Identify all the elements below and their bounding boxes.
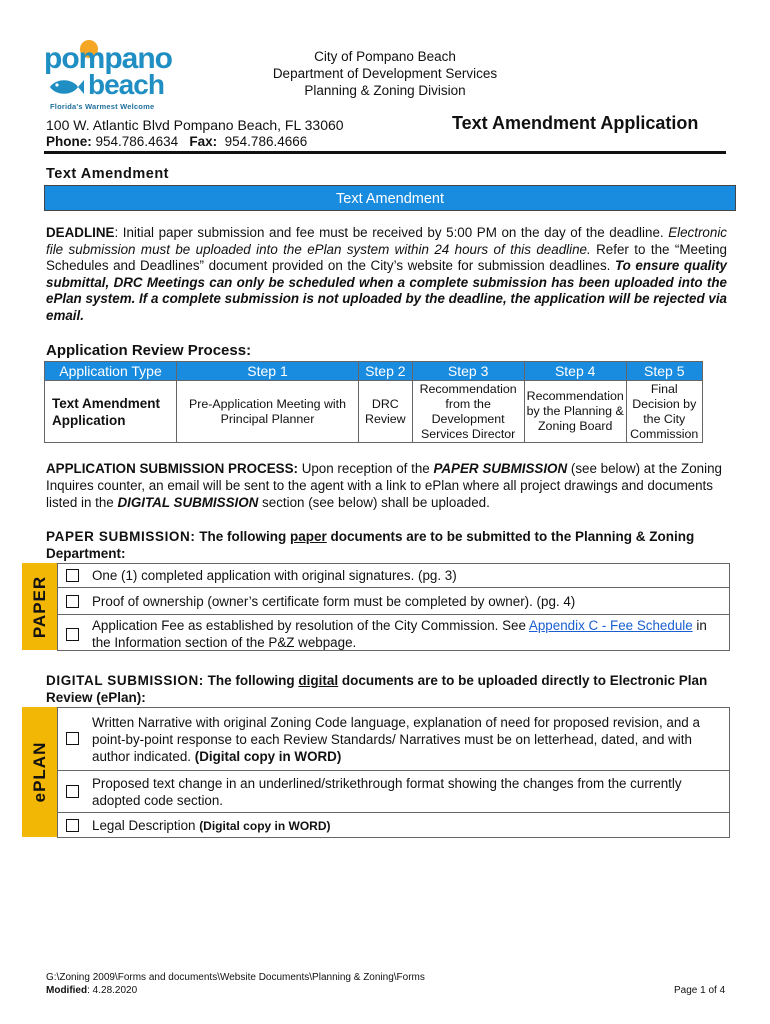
paper-checklist	[57, 563, 730, 651]
section-banner: Text Amendment	[44, 185, 736, 211]
cell-step-2: DRC Review	[359, 381, 413, 443]
cell-step-3: Recommendation from the Development Services Director	[412, 381, 524, 443]
checklist-item-text: Proposed text change in an underlined/strikethrough format showing the changes from the currently adopted code section.	[92, 776, 682, 808]
list-item	[58, 708, 729, 770]
paper-heading-text-2: documents are to be submitted to the Planning & Zoning Department:	[46, 529, 695, 561]
page-number: Page 1 of 4	[674, 985, 726, 996]
cell-step-1: Pre-Application Meeting with Principal Planner	[177, 381, 359, 443]
legal-description-text: Legal Description	[92, 818, 200, 833]
table-row	[45, 381, 703, 443]
header-step-1: Step 1	[177, 362, 359, 381]
eplan-tab	[22, 707, 57, 837]
city-logo	[44, 38, 172, 112]
fax-label: Fax:	[189, 134, 218, 149]
paper-submission-heading	[46, 528, 736, 562]
paper-tab-label: PAPER	[29, 575, 49, 638]
cell-application-type	[45, 381, 177, 443]
checkbox[interactable]	[66, 628, 79, 641]
deadline-paragraph	[46, 225, 727, 324]
deadline-text: : Initial paper submission and fee must be received by 5:00 PM on the day of the deadline.	[114, 225, 669, 240]
list-item	[58, 770, 729, 812]
checkbox[interactable]	[66, 595, 79, 608]
address: 100 W. Atlantic Blvd Pompano Beach, FL 33060	[46, 117, 344, 133]
submission-label: APPLICATION SUBMISSION PROCESS:	[46, 461, 298, 476]
paper-heading-text: The following	[195, 529, 290, 544]
department-name: Department of Development Services	[272, 66, 498, 81]
paper-heading-label: PAPER SUBMISSION:	[46, 529, 196, 544]
narrative-format: (Digital copy in WORD)	[194, 749, 342, 764]
cell-step-5: Final Decision by the City Commission	[626, 381, 702, 443]
footer-file-path: G:\Zoning 2009\Forms and documents\Website Documents\Planning & Zoning\Forms	[46, 972, 425, 983]
paper-tab	[22, 563, 57, 650]
checklist-item-text	[92, 617, 721, 651]
phone-label: Phone:	[46, 134, 92, 149]
table-header-row	[45, 362, 703, 381]
fax-number: 954.786.4666	[224, 134, 308, 149]
division-name: Planning & Zoning Division	[304, 83, 466, 98]
section-label: Text Amendment	[46, 166, 170, 182]
checklist-item-text	[92, 817, 721, 835]
narrative-text: Written Narrative with original Zoning Code language, explanation of need for proposed revision, and a point-by-point response to each Review Standards/ Narratives must be on letterhead, dated, and with author indicated.	[92, 715, 700, 764]
paper-heading-underline: paper	[289, 529, 327, 544]
header-step-4: Step 4	[524, 362, 626, 381]
paper-submission-ref: PAPER SUBMISSION	[433, 461, 568, 476]
deadline-reference: Refer to the “Meeting Schedules and Deadlines” document provided on the City’s website for submission deadlines.	[46, 241, 727, 273]
digital-submission-ref: DIGITAL SUBMISSION	[117, 495, 259, 510]
checkbox[interactable]	[66, 819, 79, 832]
submission-text-3: section (see below) shall be uploaded.	[258, 495, 490, 510]
checkbox[interactable]	[66, 732, 79, 745]
department-header	[230, 48, 540, 99]
deadline-label: DEADLINE	[46, 225, 115, 240]
modified-label: Modified	[46, 985, 88, 996]
digital-checklist	[57, 707, 730, 838]
application-type-line1: Text Amendment	[52, 395, 161, 411]
deadline-warning: To ensure quality submittal, DRC Meetings can only be scheduled when a complete submission has been uploaded into the ePlan system. If a complete submission is not uploaded by the deadline, the application will be rejected via email.	[46, 258, 727, 323]
fee-schedule-link[interactable]: Appendix C - Fee Schedule	[528, 618, 693, 633]
fee-text-2: in the Information section of the P&Z webpage.	[92, 618, 707, 650]
header-step-5: Step 5	[626, 362, 702, 381]
digital-heading-text-2: documents are to be uploaded directly to Electronic Plan Review (ePlan):	[46, 673, 708, 705]
logo-tagline: Florida's Warmest Welcome	[50, 102, 155, 111]
submission-process-paragraph	[46, 460, 727, 511]
fee-text: Application Fee as established by resolution of the City Commission. See	[92, 618, 529, 633]
cell-step-4: Recommendation by the Planning & Zoning Board	[524, 381, 626, 443]
checklist-item-text: Proof of ownership (owner’s certificate form must be completed by owner). (pg. 4)	[92, 594, 576, 609]
footer-modified	[46, 985, 137, 996]
modified-date: : 4.28.2020	[87, 985, 138, 996]
phone-number: 954.786.4634	[95, 134, 179, 149]
checkbox[interactable]	[66, 569, 79, 582]
application-type-line2: Application	[52, 412, 126, 428]
header-step-2: Step 2	[359, 362, 413, 381]
digital-heading-underline: digital	[298, 673, 339, 688]
review-process-table	[44, 361, 703, 443]
list-item	[58, 564, 729, 587]
header-divider	[44, 151, 726, 154]
list-item	[58, 587, 729, 614]
digital-submission-heading	[46, 672, 736, 706]
list-item	[58, 614, 729, 651]
document-title: Text Amendment Application	[452, 113, 699, 133]
header-application-type: Application Type	[45, 362, 177, 381]
logo-pompano-text: pompano	[44, 42, 172, 75]
legal-description-format: (Digital copy in WORD)	[199, 819, 331, 833]
contact-line	[46, 134, 307, 149]
submission-text: Upon reception of the	[297, 461, 434, 476]
fish-icon	[48, 76, 84, 98]
city-name: City of Pompano Beach	[314, 49, 456, 64]
review-process-title: Application Review Process:	[46, 342, 252, 359]
header-step-3: Step 3	[412, 362, 524, 381]
digital-heading-text: The following	[203, 673, 299, 688]
checklist-item-text	[92, 714, 721, 765]
logo-beach-text: beach	[88, 69, 164, 100]
deadline-electronic-note: Electronic file submission must be uploaded into the ePlan system within 24 hours of this deadline.	[46, 225, 727, 257]
digital-heading-label: DIGITAL SUBMISSION:	[46, 673, 204, 688]
checkbox[interactable]	[66, 785, 79, 798]
eplan-tab-label: ePLAN	[29, 741, 49, 803]
checklist-item-text: One (1) completed application with original signatures. (pg. 3)	[92, 568, 457, 583]
list-item	[58, 812, 729, 838]
submission-text-2: (see below) at the Zoning Inquires counter, an email will be sent to the agent with a link to ePlan where all project drawings and documents listed in the	[46, 461, 722, 510]
